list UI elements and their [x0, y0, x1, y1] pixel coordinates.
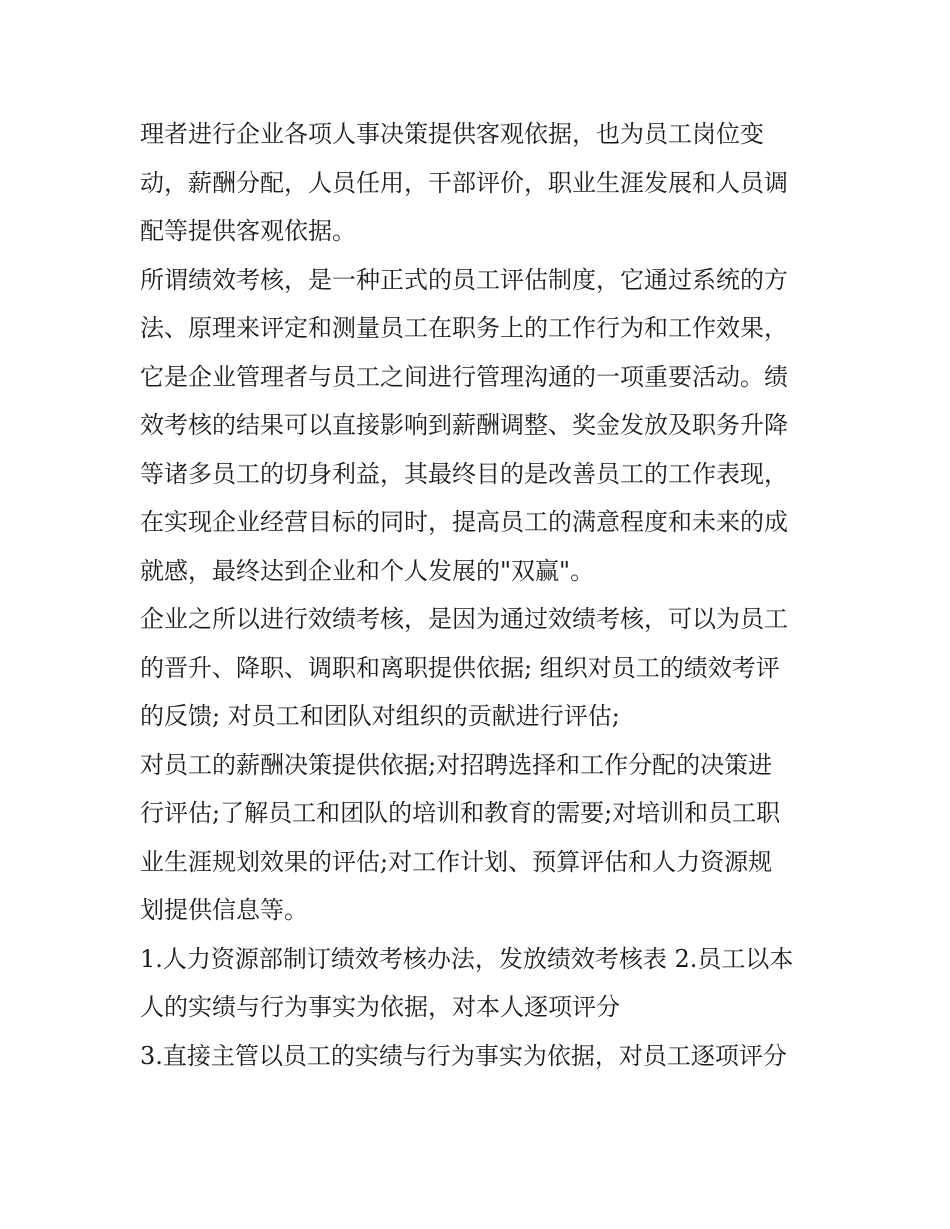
text-line: 所谓绩效考核，是一种正式的员工评估制度，它通过系统的方	[140, 265, 788, 294]
text-line: 行评估;了解员工和团队的培训和教育的需要;对培训和员工职	[140, 799, 781, 827]
text-line: 业生涯规划效果的评估;对工作计划、预算评估和人力资源规	[140, 847, 773, 876]
text-line: 在实现企业经营目标的同时，提高员工的满意程度和未来的成	[140, 508, 788, 536]
text-line: 就感，最终达到企业和个人发展的"双赢"。	[140, 556, 595, 585]
text-line: 1.人力资源部制订绩效考核办法，发放绩效考核表 2.员工以本	[140, 944, 794, 973]
paragraph-hr-decision-basis	[140, 110, 830, 256]
text-line: 配等提供客观依据。	[140, 217, 356, 245]
text-line: 它是企业管理者与员工之间进行管理沟通的一项重要活动。绩	[140, 362, 788, 391]
text-line: 理者进行企业各项人事决策提供客观依据，也为员工岗位变	[140, 120, 764, 148]
text-line: 效考核的结果可以直接影响到薪酬调整、奖金发放及职务升降	[140, 411, 788, 439]
text-line: 企业之所以进行效绩考核，是因为通过效绩考核，可以为员工	[140, 605, 788, 633]
text-line: 划提供信息等。	[140, 896, 308, 924]
paragraph-step-3	[140, 1032, 830, 1081]
text-line: 动，薪酬分配，人员任用，干部评价，职业生涯发展和人员调	[140, 168, 788, 197]
text-line: 对员工的薪酬决策提供依据;对招聘选择和工作分配的决策进	[140, 750, 773, 779]
paragraph-step-1-2	[140, 935, 830, 1032]
paragraph-performance-appraisal-definition	[140, 256, 830, 596]
text-line: 等诸多员工的切身利益，其最终目的是改善员工的工作表现，	[140, 459, 788, 488]
paragraph-appraisal-reasons	[140, 595, 830, 741]
paragraph-appraisal-uses	[140, 741, 830, 935]
text-line: 的反馈; 对员工和团队对组织的贡献进行评估;	[140, 702, 620, 730]
text-line: 的晋升、降职、调职和离职提供依据; 组织对员工的绩效考评	[140, 653, 780, 682]
text-line: 人的实绩与行为事实为依据，对本人逐项评分	[140, 993, 620, 1021]
text-line: 3.直接主管以员工的实绩与行为事实为依据，对员工逐项评分	[140, 1041, 787, 1070]
document-body	[140, 110, 830, 1080]
text-line: 法、原理来评定和测量员工在职务上的工作行为和工作效果，	[140, 314, 788, 342]
